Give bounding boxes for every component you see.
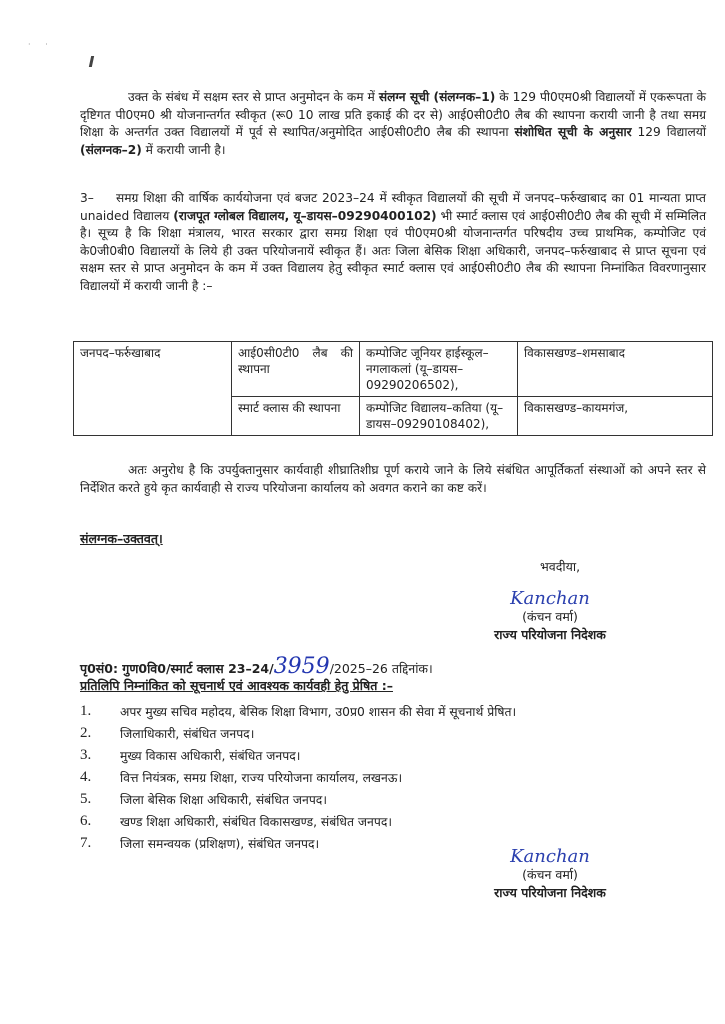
school-cell: कम्पोजिट विद्यालय–कतिया (यू–डायस–09290108402), [360, 397, 518, 436]
copy-list [80, 700, 700, 854]
list-item [80, 810, 700, 832]
table-row [74, 342, 713, 397]
paragraph-approval [80, 89, 706, 159]
text: 129 विद्यालयों [631, 125, 706, 139]
signatory-designation: राज्य परियोजना निदेशक [494, 627, 606, 642]
school-table [73, 341, 713, 436]
item-text: जिलाधिकारी, संबंधित जनपद। [120, 726, 255, 741]
closing: भवदीया, [540, 559, 581, 574]
text: के 129 पी0एम0श्री विद्यालयों में एकरूपता के दृष्टिगत पी0एम0 श्री योजनान्तर्गत स्वीकृत (रू0 10 लाख प्रति इकाई की दर से) आई0सी0टी0 लैब की स्थापना करायी जानी है तथा समग्र शिक्षा के अन्तर्गत उक्त विद्यालयों में पूर्व से स्थापित/अनुमोदित आई0सी0टी0 लैब की स्थापना [80, 90, 706, 139]
work-cell: स्मार्ट क्लास की स्थापना [232, 397, 360, 436]
text: में करायी जानी है। [141, 142, 226, 157]
item-number: 6. [80, 812, 92, 829]
copy-heading: प्रतिलिपि निम्नांकित को सूचनार्थ एवं आवश्यक कार्यवही हेतु प्रेषित :– [80, 678, 393, 693]
item-number: 4. [80, 768, 92, 785]
scan-mark [89, 56, 94, 67]
school-cell: कम्पोजिट जूनियर हाईस्कूल–नगलाकलां (यू–डायस–09290206502), [360, 342, 518, 397]
bold-text: (संलग्नक–2) [80, 142, 142, 157]
item-text: अपर मुख्य सचिव महोदय, बेसिक शिक्षा विभाग, उ0प्र0 शासन की सेवा में सूचनार्थ प्रेषित। [120, 704, 517, 719]
list-item [80, 722, 700, 744]
list-item [80, 744, 700, 766]
paragraph-3 [80, 190, 706, 295]
item-text: जिला समन्वयक (प्रशिक्षण), संबंधित जनपद। [120, 836, 320, 851]
text: उक्त के संबंध में सक्षम स्तर से प्राप्त अनुमोदन के कम में [128, 90, 379, 104]
list-item [80, 788, 700, 810]
signature-block-1 [450, 590, 650, 644]
enclosure-label: संलग्नक–उक्तवत्। [80, 531, 163, 546]
item-number: 3. [80, 746, 92, 763]
reference-prefix: पृ0सं0: गुण0वि0/स्मार्ट क्लास 23–24/ [80, 661, 274, 676]
paragraph-request: अतः अनुरोध है कि उपर्युक्तानुसार कार्यवाही शीघ्रातिशीघ्र पूर्ण कराये जाने के लिये संबंधित आपूर्तिकर्ता संस्थाओं को अपने स्तर से निर्देशित करते हुये कृत कार्यवाही से राज्य परियोजना कार्यालय को अवगत कराने का कष्ट करें। [80, 463, 706, 495]
bold-text: (राजपूत ग्लोबल विद्यालय, यू–डायस–09290400102) [173, 208, 437, 223]
paragraph-number: 3– [80, 191, 94, 205]
block-cell: विकासखण्ड–शमसाबाद [518, 342, 713, 397]
item-number: 2. [80, 724, 92, 741]
bold-text: संशोधित सूची के अनुसार [514, 125, 632, 139]
item-number: 1. [80, 702, 92, 719]
signature-block-2 [450, 848, 650, 902]
signatory-name: (कंचन वर्मा) [522, 867, 578, 882]
item-text: मुख्य विकास अधिकारी, संबंधित जनपद। [120, 748, 301, 763]
item-number: 5. [80, 790, 92, 807]
text: भी स्मार्ट क्लास एवं आई0सी0टी0 लैब की सूची में सम्मिलित है। सूच्य है कि शिक्षा मंत्रालय, भारत सरकार द्वारा समग्र शिक्षा एवं पी0एम0श्री योजनान्तर्गत परिषदीय उच्च प्राथमिक, कम्पोजिट एवं के0जी0बी0 विद्यालयों के लिये ही उक्त परियोजनायें स्वीकृत हैं। अतः जिला बेसिक शिक्षा अधिकारी, जनपद–फर्रुखाबाद से प्राप्त सूचना एवं सक्षम स्तर से प्राप्त अनुमोदन के कम में उक्त विद्यालय हेतु स्वीकृत स्मार्ट क्लास एवं आई0सी0टी0 लैब की स्थापना निम्नांकित विवरणानुसार विद्यालयों में करायी जानी है :– [80, 208, 707, 293]
bold-text: संलग्न सूची (संलग्नक–1) [378, 90, 496, 104]
item-text: वित्त नियंत्रक, समग्र शिक्षा, राज्य परियोजना कार्यालय, लखनऊ। [120, 770, 403, 785]
item-text: जिला बेसिक शिक्षा अधिकारी, संबंधित जनपद। [120, 792, 327, 807]
list-item [80, 766, 700, 788]
signatory-name: (कंचन वर्मा) [522, 609, 578, 624]
reference-line [80, 654, 433, 679]
signature: Kanchan [510, 588, 590, 609]
district-cell: जनपद–फर्रुखाबाद [74, 342, 232, 436]
list-item [80, 700, 700, 722]
signatory-designation: राज्य परियोजना निदेशक [494, 885, 606, 900]
item-text: खण्ड शिक्षा अधिकारी, संबंधित विकासखण्ड, संबंधित जनपद। [120, 814, 393, 829]
reference-suffix: /2025–26 तद्दिनांक। [329, 661, 433, 676]
work-cell: आई0सी0टी0 लैब की स्थापना [232, 342, 360, 397]
item-number: 7. [80, 834, 92, 851]
scan-specks: · · [28, 40, 54, 49]
reference-number: 3959 [273, 654, 330, 679]
text: समग्र शिक्षा की वार्षिक कार्ययोजना एवं बजट 2023–24 में स्वीकृत विद्यालयों की सूची में जनपद–फर्रुखाबाद का 01 मान्यता प्राप्त unaided विद्यालय [80, 191, 706, 223]
block-cell: विकासखण्ड–कायमगंज, [518, 397, 713, 436]
signature: Kanchan [510, 846, 590, 867]
